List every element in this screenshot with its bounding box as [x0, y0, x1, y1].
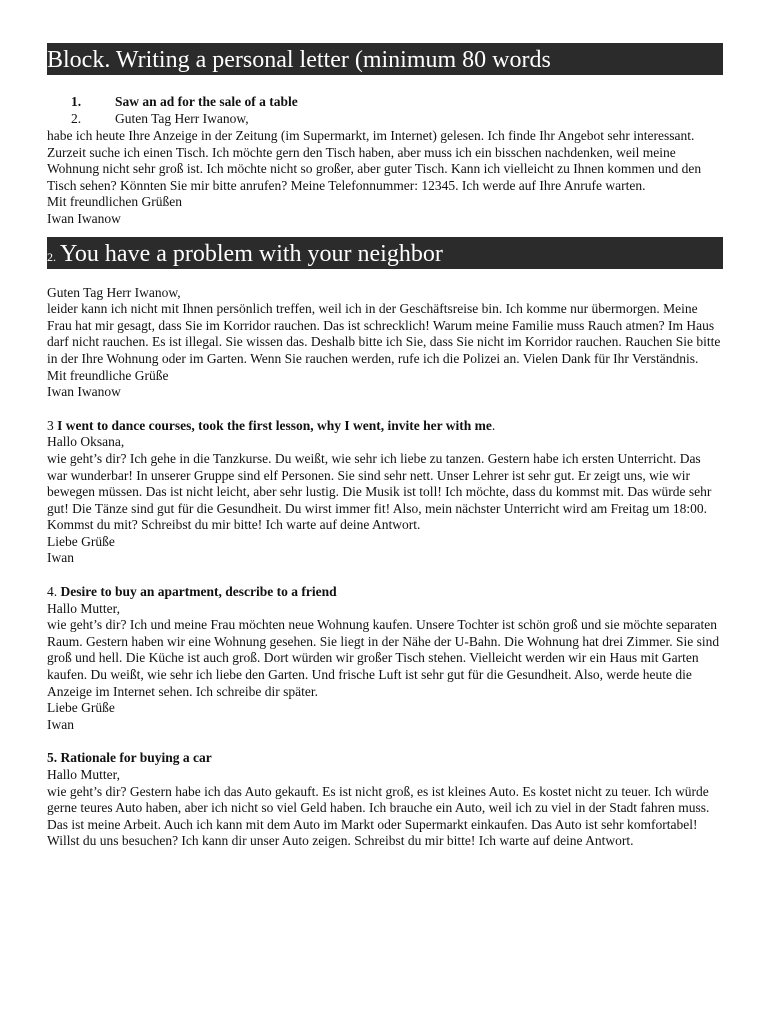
letter-5-body: wie geht’s dir? Gestern habe ich das Auto gekauft. Es ist nicht groß, es ist kleines Auto. Es kostet nicht zu teuer. Ich würde gerne teures Auto haben, aber ich nicht so viel Geld haben. Ich brauche ein Auto, weil ich zu viel in der Stadt fahren muss. Das ist meine Arbeit. Auch ich kann mit dem Auto im Markt oder Supermarkt einkaufen. Das Auto ist sehr komfortabel! Willst du uns besuchen? Ich kann dir unser Auto zeigen. Schreibst du mir bitte! Ich warte auf deine Antwort.: [47, 783, 710, 849]
section-4-number: 4.: [47, 584, 58, 600]
section-5-heading: 5. Rationale for buying a car: [47, 750, 212, 766]
section-1-list: [47, 94, 723, 128]
letter-4-signature: Iwan: [47, 716, 74, 732]
list-item: [47, 111, 723, 128]
letter-4-closing: Liebe Grüße: [47, 700, 115, 716]
section-1-banner-title: Block. Writing a personal letter (minimum 80 words: [47, 47, 551, 73]
letter-1-closing: Mit freundlichen Grüßen: [47, 194, 182, 210]
list-item-number: 1.: [71, 94, 82, 109]
letter-4-greeting: Hallo Mutter,: [47, 600, 120, 616]
letter-5-greeting: Hallo Mutter,: [47, 767, 120, 782]
letter-2-closing: Mit freundliche Grüße: [47, 367, 169, 383]
spacer: [47, 733, 723, 750]
letter-2-body: leider kann ich nicht mit Ihnen persönlich treffen, weil ich in der Geschäftsreise bin. Ich komme nur übermorgen. Meine Frau hat mir gesagt, dass Sie im Korridor rauchen. Das ist schrecklich! Warum meine Familie muss Rauch atmen? Im Haus darf nicht rauchen. Es ist illegal. Sie wissen das. Deshalb bitte ich Sie, dass Sie nicht im Korridor rauchen. Rauchen Sie bitte in der Ihre Wohnung oder im Garten. Wenn Sie rauchen werden, rufe ich die Polizei an. Vielen Dank für Ihr Verständnis.: [47, 301, 721, 366]
letter-2-signature: Iwan Iwanow: [47, 384, 121, 400]
letter-2-greeting: Guten Tag Herr Iwanow,: [47, 284, 181, 300]
list-item: [47, 94, 723, 111]
letter-3-closing: Liebe Grüße: [47, 533, 115, 549]
letter-4-body: wie geht’s dir? Ich und meine Frau möchten neue Wohnung kaufen. Unsere Tochter ist schön groß und sie möchte separaten Raum. Gestern haben wir eine Wohnung gesehen. Sie liegt in der Nähe der U-Bahn. Die Wohnung hat drei Zimmer. Sie sind groß und hell. Die Küche ist auch groß. Dort würden wir großer Tisch stehen. Vielleicht werden wir ein Haus mit Garten kaufen. Du weißt, wie sehr ich liebe den Garten. Und frische Luft ist sehr gut für die Gesundheit. Also, werde heute die Anzeige im Internet sehen. Ich schreibe dir später.: [47, 617, 720, 699]
letter-3-signature: Iwan: [47, 550, 74, 566]
section-3-number: 3: [47, 417, 54, 433]
spacer: [47, 567, 723, 584]
section-4-heading: [47, 584, 723, 601]
section-3-title-tail: .: [491, 417, 496, 433]
section-3-heading: [47, 418, 723, 435]
list-item-text: Saw an ad for the sale of a table: [115, 94, 298, 109]
spacer: [47, 75, 723, 94]
section-2-banner-title: You have a problem with your neighbor: [60, 240, 443, 267]
letter-1-signature: Iwan Iwanow: [47, 210, 121, 226]
letter-3-greeting: Hallo Oksana,: [47, 434, 125, 450]
section-2-banner-number: 2.: [47, 249, 56, 264]
section-1-banner: [47, 43, 723, 75]
letter-1-body: habe ich heute Ihre Anzeige in der Zeitung (im Supermarkt, im Internet) gelesen. Ich finde Ihr Angebot sehr interessant. Zurzeit suche ich einen Tisch. Ich möchte gern den Tisch haben, aber muss ich ein bisschen nachdenken, weil meine Wohnung nicht sehr groß ist. Ich möchte nicht so großer, aber guter Tisch. Kann ich vielleicht zu Ihnen kommen und den Tisch sehen? Könnten Sie mir bitte anrufen? Meine Telefonnummer: 12345. Ich werde auf Ihre Anrufe warten.: [47, 128, 702, 193]
spacer: [47, 401, 723, 418]
list-item-text: Guten Tag Herr Iwanow,: [115, 111, 249, 126]
spacer: [47, 269, 723, 285]
letter-3-body: wie geht’s dir? Ich gehe in die Tanzkurse. Du weißt, wie sehr ich liebe zu tanzen. Gestern habe ich ersten Unterricht. Das war wunderbar! In unserer Gruppe sind elf Personen. Sie sind sehr nett. Unser Lehrer ist sehr gut. Er zeigt uns, wie wir bewegen müssen. Das ist nicht leicht, aber sehr lustig. Die Musik ist toll! Ich möchte, dass du kommst mit. Das würde sehr gut! Die Tänze sind gut für die Gesundheit. Du wirst immer fit! Also, mein nächster Unterricht wird am Freitag um 18:00. Kommst du mit? Schreibst du mir bitte! Ich warte auf deine Antwort.: [47, 450, 712, 533]
document-page: [47, 0, 723, 850]
section-2-banner: [47, 237, 723, 269]
section-3-title: I went to dance courses, took the first lesson, why I went, invite her with me: [57, 417, 492, 433]
list-item-number: 2.: [71, 111, 82, 126]
section-4-title: Desire to buy an apartment, describe to a friend: [60, 584, 337, 600]
